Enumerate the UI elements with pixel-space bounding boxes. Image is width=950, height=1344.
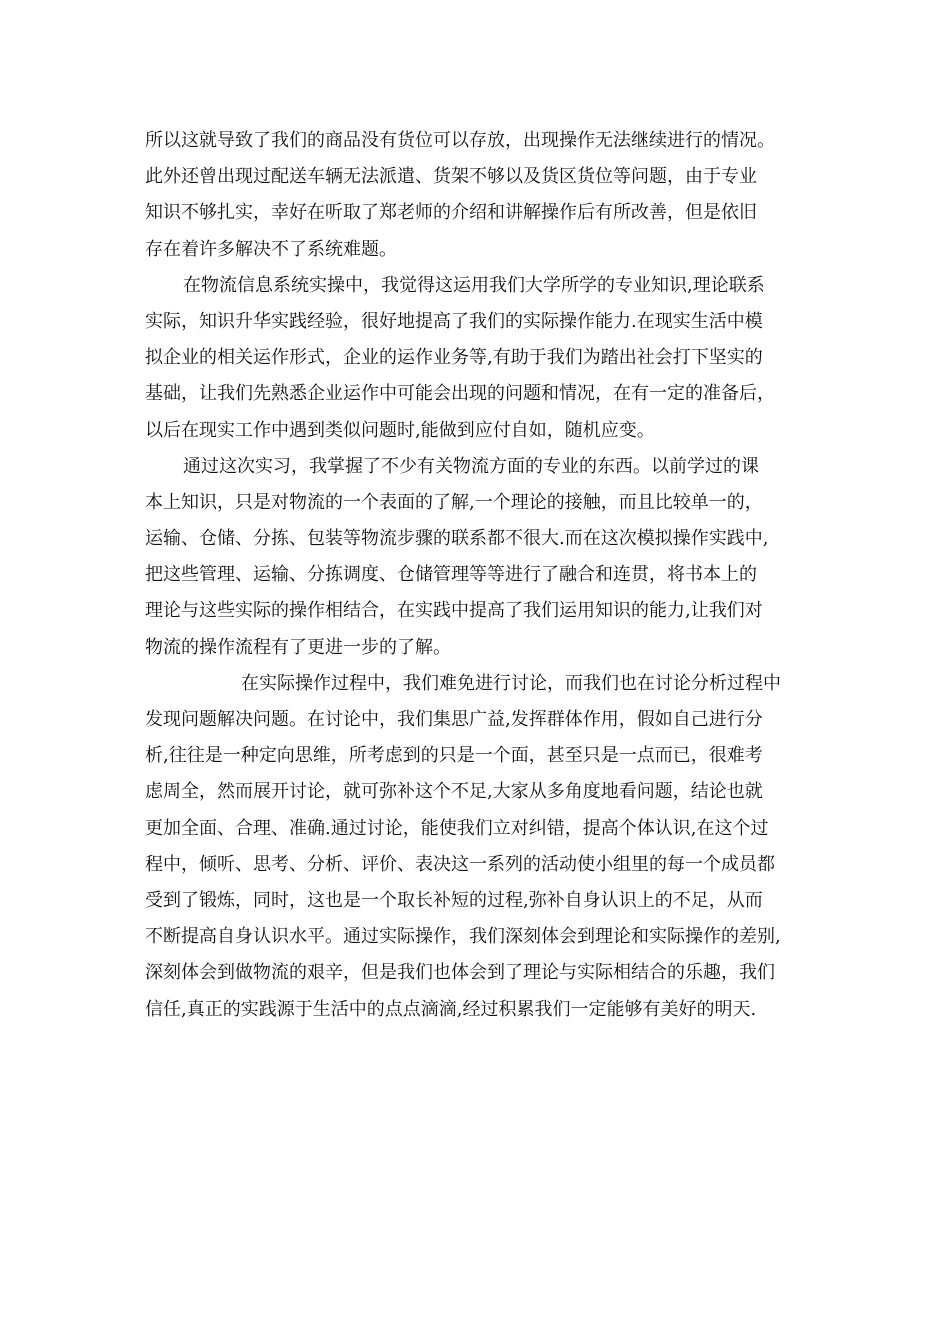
text-line: 程中，倾听、思考、分析、评价、表决这一系列的活动使小组里的每一个成员都 xyxy=(145,853,775,875)
text-line: 物流的操作流程有了更进一步的了解。 xyxy=(145,636,451,658)
text-line: 存在着许多解决不了系统难题。 xyxy=(145,238,397,260)
text-line: 本上知识，只是对物流的一个表面的了解,一个理论的接触，而且比较单一的， xyxy=(145,491,763,513)
text-line: 不断提高自身认识水平。通过实际操作，我们深刻体会到理论和实际操作的差别, xyxy=(145,926,781,948)
text-line: 把这些管理、运输、分拣调度、仓储管理等等进行了融合和连贯，将书本上的 xyxy=(145,564,757,586)
text-line: 理论与这些实际的操作相结合，在实践中提高了我们运用知识的能力,让我们对 xyxy=(145,600,763,622)
text-line: 拟企业的相关运作形式，企业的运作业务等,有助于我们为踏出社会打下坚实的 xyxy=(145,347,763,369)
text-line: 更加全面、合理、准确.通过讨论，能使我们立对纠错，提高个体认识,在这个过 xyxy=(145,817,769,839)
text-line: 发现问题解决问题。在讨论中，我们集思广益,发挥群体作用，假如自己进行分 xyxy=(145,709,763,730)
paragraph xyxy=(145,123,825,268)
text-line: 基础，让我们先熟悉企业运作中可能会出现的问题和情况，在有一定的准备后， xyxy=(145,383,775,405)
text-line: 此外还曾出现过配送车辆无法派遣、货架不够以及货区货位等问题，由于专业 xyxy=(145,166,757,188)
text-line: 运输、仓储、分拣、包装等物流步骤的联系都不很大.而在这次模拟操作实践中, xyxy=(145,528,769,550)
text-line: 通过这次实习，我掌握了不少有关物流方面的专业的东西。以前学过的课 xyxy=(183,455,759,477)
text-line: 知识不够扎实，幸好在听取了郑老师的介绍和讲解操作后有所改善，但是依旧 xyxy=(145,202,757,224)
text-line: 深刻体会到做物流的艰辛，但是我们也体会到了理论与实际相结合的乐趣，我们 xyxy=(145,962,775,984)
text-line: 虑周全，然而展开讨论，就可弥补这个不足,大家从多角度地看问题，结论也就 xyxy=(145,781,763,803)
text-line: 在物流信息系统实操中，我觉得这运用我们大学所学的专业知识,理论联系 xyxy=(183,274,765,296)
paragraph xyxy=(145,268,825,449)
paragraph xyxy=(145,666,825,1028)
text-line: 在实际操作过程中，我们难免进行讨论，而我们也在讨论分析过程中 xyxy=(241,672,781,694)
text-line: 析,往往是一种定向思维，所考虑到的只是一个面，甚至只是一点而已，很难考 xyxy=(145,745,763,767)
paragraph xyxy=(145,449,825,666)
text-line: 以后在现实工作中遇到类似问题时,能做到应付自如，随机应变。 xyxy=(145,419,655,441)
text-line: 实际，知识升华实践经验，很好地提高了我们的实际操作能力.在现实生活中模 xyxy=(145,310,763,332)
text-line: 受到了锻炼，同时，这也是一个取长补短的过程,弥补自身认识上的不足，从而 xyxy=(145,889,763,911)
body-text xyxy=(145,123,825,1028)
text-line: 所以这就导致了我们的商品没有货位可以存放，出现操作无法继续进行的情况。 xyxy=(145,130,775,151)
text-line: 信任,真正的实践源于生活中的点点滴滴,经过积累我们一定能够有美好的明天. xyxy=(145,998,757,1020)
